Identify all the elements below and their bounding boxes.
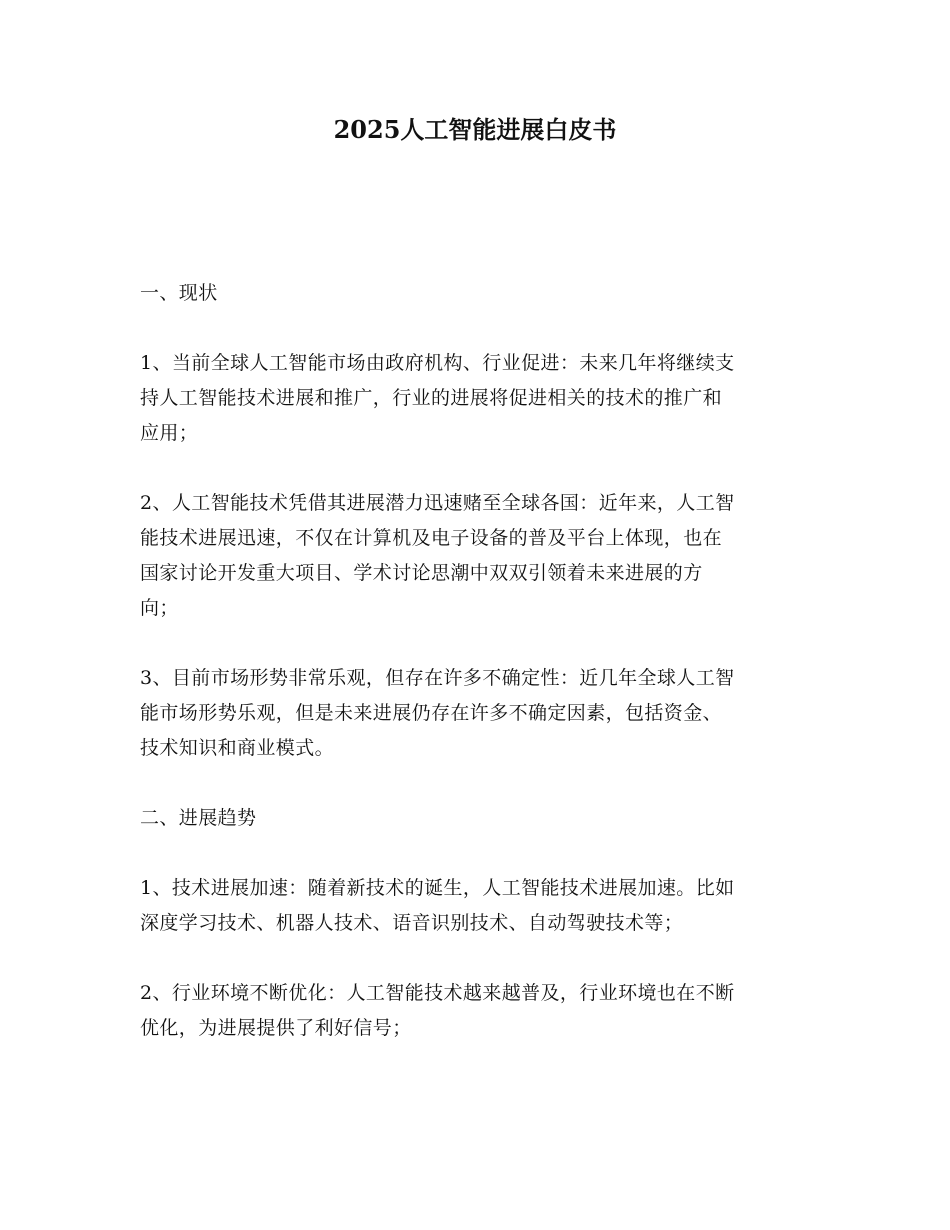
paragraph-line: 能技术进展迅速，不仅在计算机及电子设备的普及平台上体现，也在 xyxy=(140,527,723,549)
paragraph-line: 深度学习技术、机器人技术、语音识别技术、自动驾驶技术等； xyxy=(140,912,684,934)
status-item-1 xyxy=(140,346,810,451)
section-heading: 一、现状 xyxy=(140,282,218,304)
paragraph-line: 3、目前市场形势非常乐观，但存在许多不确定性：近几年全球人工智 xyxy=(140,667,735,689)
status-item-2 xyxy=(140,486,810,626)
paragraph-line: 持人工智能技术进展和推广，行业的进展将促进相关的技术的推广和 xyxy=(140,387,723,409)
document-body xyxy=(140,276,810,1081)
section-heading: 二、进展趋势 xyxy=(140,807,257,829)
status-item-3 xyxy=(140,661,810,766)
paragraph-line: 向； xyxy=(140,597,179,619)
paragraph-line: 国家讨论开发重大项目、学术讨论思潮中双双引领着未来进展的方 xyxy=(140,562,703,584)
trend-item-1 xyxy=(140,871,810,941)
page-title: 2025人工智能进展白皮书 xyxy=(333,115,617,144)
paragraph-line: 2、行业环境不断优化：人工智能技术越来越普及，行业环境也在不断 xyxy=(140,982,735,1004)
paragraph-line: 应用； xyxy=(140,422,199,444)
section-heading-status xyxy=(140,276,810,311)
paragraph-line: 技术知识和商业模式。 xyxy=(140,737,335,759)
paragraph-line: 2、人工智能技术凭借其进展潜力迅速赌至全球各国：近年来，人工智 xyxy=(140,492,735,514)
paragraph-line: 1、技术进展加速：随着新技术的诞生，人工智能技术进展加速。比如 xyxy=(140,877,735,899)
trend-item-2 xyxy=(140,976,810,1046)
section-heading-trends xyxy=(140,801,810,836)
paragraph-line: 能市场形势乐观，但是未来进展仍存在许多不确定因素，包括资金、 xyxy=(140,702,723,724)
paragraph-line: 1、当前全球人工智能市场由政府机构、行业促进：未来几年将继续支 xyxy=(140,352,735,374)
paragraph-line: 优化，为进展提供了利好信号； xyxy=(140,1017,412,1039)
